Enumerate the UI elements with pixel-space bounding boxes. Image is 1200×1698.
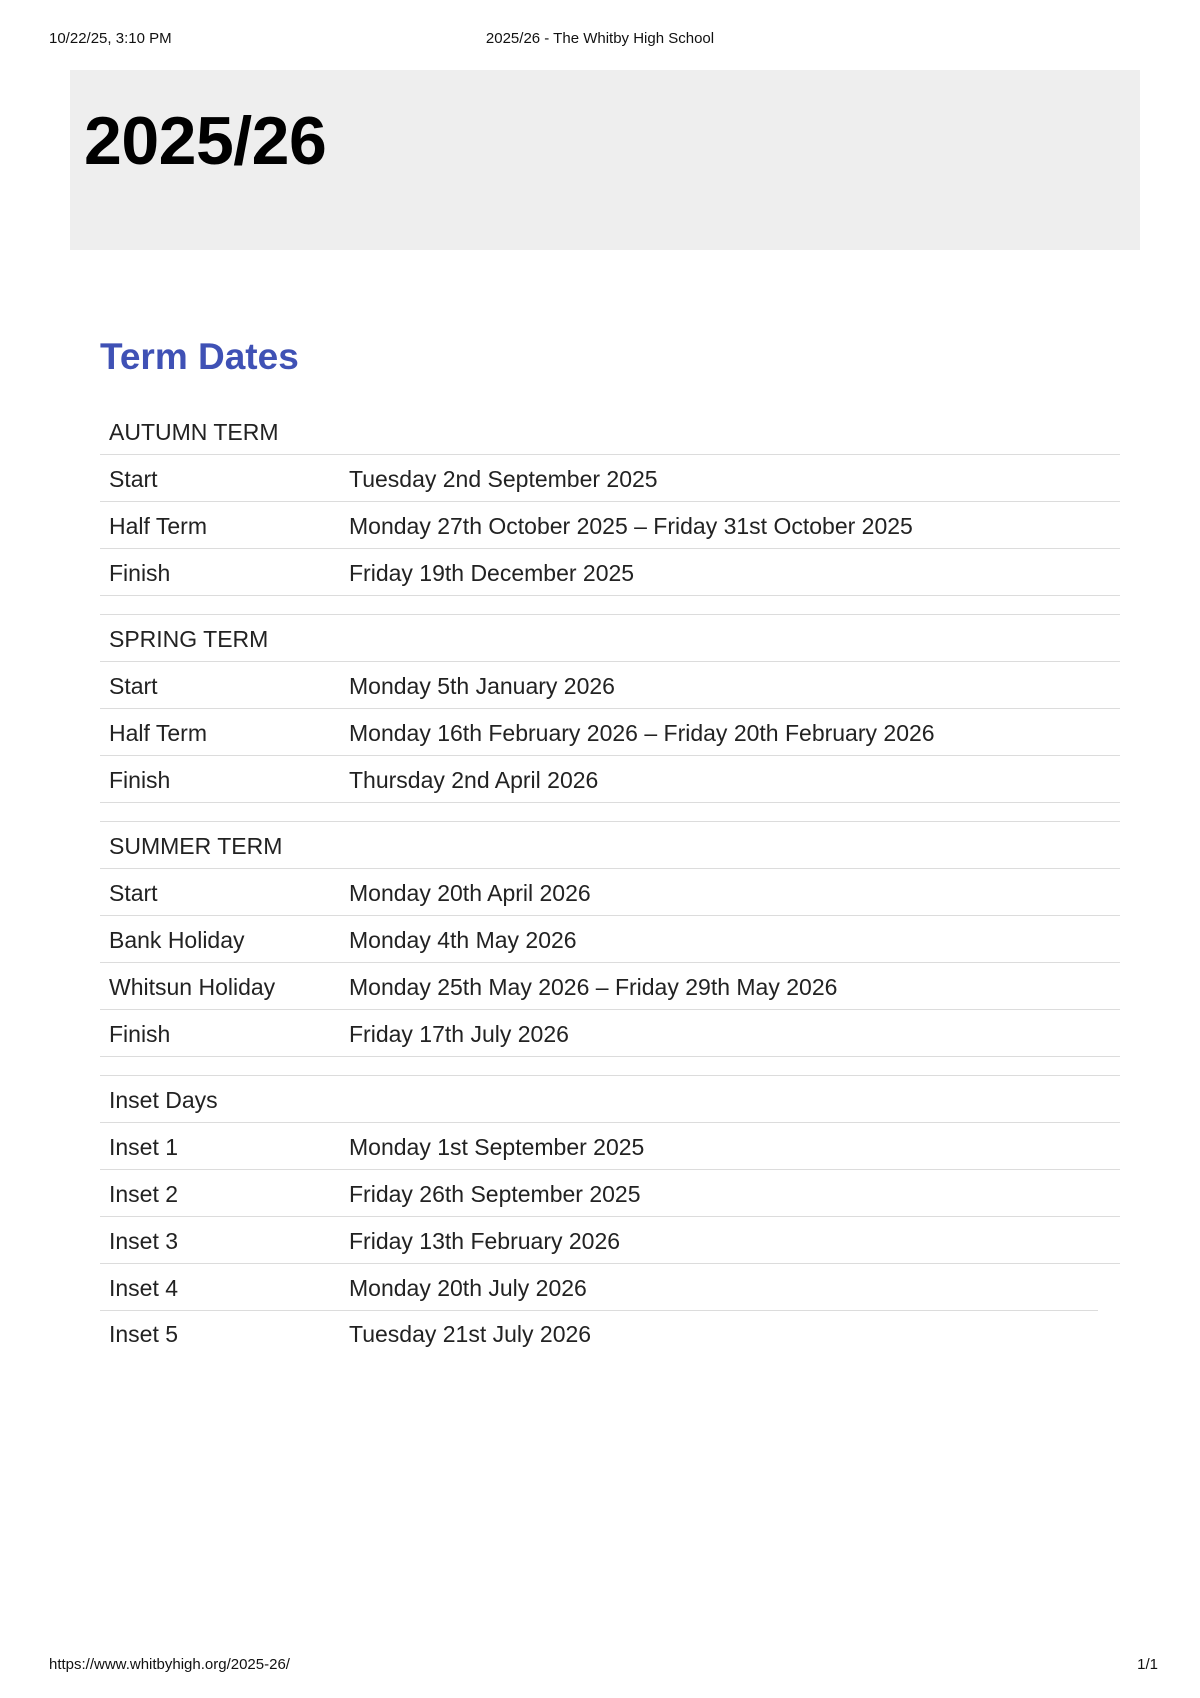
row-label: Finish [109, 767, 171, 793]
group-heading-row [100, 1075, 1120, 1123]
row-value: Friday 19th December 2025 [349, 560, 635, 586]
row-value: Monday 4th May 2026 [349, 927, 577, 953]
term-group-inset-days [100, 1075, 1120, 1356]
page-heading: 2025/26 [84, 103, 327, 179]
row-label: Inset 1 [109, 1134, 179, 1160]
print-datetime: 10/22/25, 3:10 PM [49, 30, 172, 47]
row-label: Inset 5 [109, 1321, 179, 1347]
group-heading: AUTUMN TERM [109, 419, 279, 445]
table-row [100, 1264, 1120, 1310]
table-row [100, 869, 1120, 916]
group-heading: SUMMER TERM [109, 833, 283, 859]
row-value: Monday 20th July 2026 [349, 1275, 587, 1301]
row-label: Whitsun Holiday [109, 974, 276, 1000]
row-label: Half Term [109, 513, 207, 539]
row-value: Friday 26th September 2025 [349, 1181, 641, 1207]
print-page-title: 2025/26 - The Whitby High School [485, 30, 715, 47]
table-row [100, 1217, 1120, 1264]
table-row [100, 1123, 1120, 1170]
row-label: Finish [109, 560, 171, 586]
row-value: Friday 13th February 2026 [349, 1228, 621, 1254]
table-row [100, 549, 1120, 596]
row-label: Inset 2 [109, 1181, 179, 1207]
group-heading-row [100, 408, 1120, 455]
row-value: Monday 16th February 2026 – Friday 20th February 2026 [349, 720, 935, 746]
page-banner [70, 70, 1140, 250]
group-heading-row [100, 614, 1120, 662]
row-value: Thursday 2nd April 2026 [349, 767, 599, 793]
row-label: Inset 3 [109, 1228, 179, 1254]
table-row [100, 756, 1120, 803]
row-value: Tuesday 2nd September 2025 [349, 466, 658, 492]
table-row [100, 1170, 1120, 1217]
row-value: Tuesday 21st July 2026 [349, 1321, 592, 1347]
table-row [100, 916, 1120, 963]
section-title: Term Dates [100, 336, 299, 377]
term-dates-table [100, 408, 1120, 1374]
row-value: Monday 27th October 2025 – Friday 31st October 2025 [349, 513, 913, 539]
row-label: Start [109, 466, 158, 492]
page-number: 1/1 [1137, 1656, 1158, 1673]
table-row [100, 709, 1120, 756]
group-heading-row [100, 821, 1120, 869]
table-row [100, 662, 1120, 709]
table-row [100, 502, 1120, 549]
row-label: Inset 4 [109, 1275, 179, 1301]
term-group-autumn [100, 408, 1120, 596]
row-value: Monday 25th May 2026 – Friday 29th May 2026 [349, 974, 838, 1000]
term-group-spring [100, 614, 1120, 803]
term-group-summer [100, 821, 1120, 1057]
row-label: Start [109, 880, 158, 906]
row-value: Friday 17th July 2026 [349, 1021, 569, 1047]
group-heading: Inset Days [109, 1087, 218, 1113]
table-row [100, 455, 1120, 502]
page-url: https://www.whitbyhigh.org/2025-26/ [49, 1656, 290, 1673]
row-label: Start [109, 673, 158, 699]
row-label: Finish [109, 1021, 171, 1047]
row-label: Bank Holiday [109, 927, 245, 953]
group-heading: SPRING TERM [109, 626, 269, 652]
row-value: Monday 5th January 2026 [349, 673, 615, 699]
row-label: Half Term [109, 720, 207, 746]
row-value: Monday 20th April 2026 [349, 880, 591, 906]
row-value: Monday 1st September 2025 [349, 1134, 645, 1160]
table-row [100, 963, 1120, 1010]
table-row [100, 1010, 1120, 1057]
table-row [100, 1310, 1120, 1356]
print-header [49, 30, 1151, 50]
